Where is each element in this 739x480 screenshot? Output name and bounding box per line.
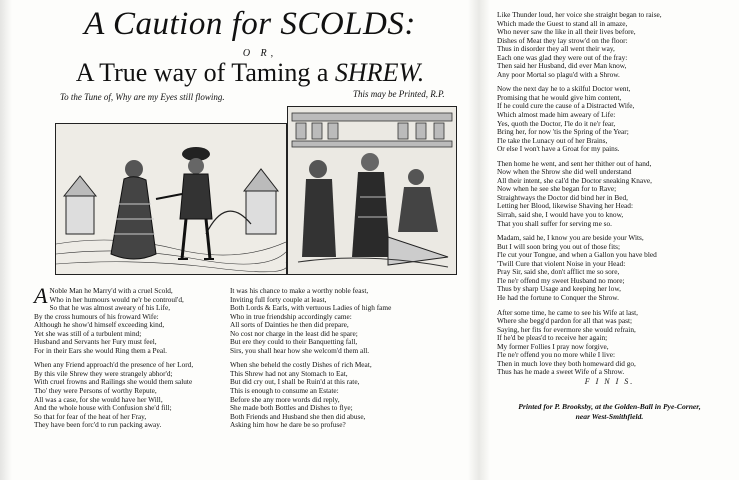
verse-line: This is enough to consume an Estate:	[230, 386, 339, 396]
verse-line: When she beheld the costly Dishes of rich Meat,	[230, 360, 372, 370]
verse-line: No cost nor charge in the least did he spare;	[230, 328, 358, 338]
stanza-8	[497, 234, 722, 302]
verse-line: Madam, said he, I know you are beside your Wits,	[497, 233, 644, 243]
verse-line: Both Friends and Husband she then did abuse,	[230, 411, 366, 421]
couple-woodcut	[55, 123, 287, 275]
verse-line: Who in her humours would ne'r be controul'd,	[49, 294, 184, 304]
finis: F I N I S.	[584, 376, 635, 386]
stanza-1	[34, 283, 224, 355]
verse-line: Noble Man he Marry'd with a cruel Scold,	[49, 286, 173, 295]
verse-line: 'Twill Cure that violent Noise in your Head:	[497, 258, 626, 268]
verse-line: Yes, quoth the Doctor, I'le do it ne'r fear,	[497, 118, 616, 128]
stanza-7	[497, 160, 722, 228]
verse-line: My former Follies I pray now forgive,	[497, 341, 609, 351]
verse-line: Pray Sir, said she, don't afflict me so sore,	[497, 267, 620, 277]
verse-line: Like Thunder loud, her voice she straight began to raise,	[497, 10, 662, 19]
stanza-9	[497, 309, 722, 377]
verse-line: They have been forc'd to run packing away.	[34, 420, 162, 430]
verse-line: Both Lords & Earls, with vertuous Ladies of high fame	[230, 303, 392, 313]
verse-line: When any Friend approach'd the presence of her Lord,	[34, 360, 194, 370]
verse-line: Although he show'd himself exceeding kind,	[34, 320, 165, 330]
verse-line: Any poor Mortal so plagu'd with a Shrow.	[497, 69, 620, 79]
imprint-line-2: near West-Smithfield.	[575, 412, 644, 421]
verse-line: Tho' they were Persons of worthy Repute,	[34, 386, 157, 396]
verse-line: It was his chance to make a worthy noble feast,	[230, 286, 369, 295]
verse-line: But I will soon bring you out of those fits;	[497, 241, 621, 251]
verse-line: But ere they could to their Banquetting fall,	[230, 337, 358, 347]
tune-line: To the Tune of, Why are my Eyes still flowing.	[60, 92, 225, 102]
verse-line: Which made the Guest to stand all in amaze,	[497, 18, 628, 28]
verse-line: By the cross humours of his froward Wife:	[34, 311, 159, 321]
verse-line: He had the fortune to Conquer the Shrow.	[497, 292, 619, 302]
title-or: O R,	[242, 48, 278, 59]
verse-line: Now when the Shrow she did well understand	[497, 167, 632, 177]
verse-line: Then said her Husband, did ever Man know,	[497, 61, 627, 71]
verse-line: I'le ne'r offend you no more while I live:	[497, 350, 615, 360]
imprint	[497, 402, 722, 422]
stanza-3	[230, 287, 460, 355]
page-fold	[468, 0, 490, 480]
verse-line: Or else I won't have a Groat for my pains.	[497, 144, 620, 154]
verse-line: Sirrah, said she, I would have you to know,	[497, 210, 624, 220]
verse-line: Straightways the Doctor did bind her in Bed,	[497, 192, 628, 202]
verse-line: So that he was almost aweary of his Life,	[49, 303, 171, 313]
verse-line: For in their Ears she would Ring them a Peal.	[34, 345, 167, 355]
verse-line: But did cry out, I shall be Ruin'd at this rate,	[230, 377, 360, 387]
verse-line: With cruel frowns and Railings she would them salute	[34, 377, 193, 387]
verse-line: This Shrew had not any Stomach to Eat,	[230, 368, 348, 378]
subtitle-text: A True way of Taming a	[75, 58, 335, 87]
verse-line: Asking him how he dare be so profuse?	[230, 420, 346, 430]
verse-line: And the whole house with Confusion she'd fill;	[34, 403, 172, 413]
verse-line: Letting her Blood, likewise Shaving her Head:	[497, 201, 633, 211]
main-title: A Caution for SCOLDS:	[84, 6, 416, 42]
ballad-column-2	[230, 287, 460, 436]
verse-line: Dishes of Meat they lay strow'd on the floor:	[497, 35, 628, 45]
verse-line: If he could cure the cause of a Distracted Wife,	[497, 101, 635, 111]
subtitle-italic: SHREW.	[334, 58, 425, 87]
verse-line: Who never saw the like in all their lives before,	[497, 27, 636, 37]
verse-line: Each one was glad they were out of the fray:	[497, 52, 628, 62]
page-edge-shadow	[0, 0, 12, 480]
doctor-woodcut-image	[288, 107, 456, 274]
verse-line: Which almost made him aweary of Life:	[497, 110, 616, 120]
verse-line: Thus by sharp Usage and keeping her low,	[497, 284, 621, 294]
stanza-4	[230, 361, 460, 429]
verse-line: If he'd be pleas'd to receive her again;	[497, 333, 608, 343]
ballad-column-1	[34, 283, 224, 436]
verse-line: Saying, her fits for evermore she would refrain,	[497, 324, 636, 334]
doctor-woodcut	[287, 106, 457, 275]
imprint-line-1: Printed for P. Brooksby, at the Golden-Ball in Pye-Corner,	[518, 402, 701, 411]
verse-line: After some time, he came to see his Wife at last,	[497, 307, 639, 317]
verse-line: Thus has he made a sweet Wife of a Shrow.	[497, 367, 625, 377]
verse-line: Thus in disorder they all went their way,	[497, 44, 615, 54]
verse-line: That you shall suffer for serving me so.	[497, 218, 612, 228]
subtitle	[40, 58, 460, 88]
verse-line: By this vile Shrew they were strangely abhor'd;	[34, 368, 173, 378]
drop-cap: A	[34, 283, 48, 308]
verse-line: Now the next day he to a skilful Doctor went,	[497, 84, 631, 94]
verse-line: Now when he see she began for to Rave;	[497, 184, 617, 194]
verse-line: So that for fear of the heat of her Fray,	[34, 411, 147, 421]
verse-line: I'le take the Lunacy out of her Brains,	[497, 135, 608, 145]
verse-line: I'le ne'r offend my sweet Husband no more;	[497, 275, 625, 285]
verse-line: Promising that he would give him content,	[497, 92, 622, 102]
stanza-2	[34, 361, 224, 429]
verse-line: All was a case, for she would have her Will,	[34, 394, 163, 404]
stanza-6	[497, 85, 722, 153]
verse-line: Husband and Servants her Fury must feel,	[34, 337, 157, 347]
verse-line: Who in true friendship accordingly came:	[230, 311, 352, 321]
verse-line: Then home he went, and sent her thither out of hand,	[497, 158, 652, 168]
verse-line: Inviting full forty couple at least,	[230, 294, 327, 304]
verse-line: I'le cut your Tongue, and when a Gallon you have bled	[497, 250, 657, 260]
stanza-5	[497, 11, 722, 79]
verse-line: Bring her, for now 'tis the Spring of the Year;	[497, 127, 629, 137]
verse-line: All sorts of Dainties he then did prepare,	[230, 320, 349, 330]
ballad-column-3	[497, 11, 722, 386]
verse-line: Where she begg'd pardon for all that was past;	[497, 316, 633, 326]
verse-line: She made both Bottles and Dishes to flye;	[230, 403, 353, 413]
verse-line: Then in much love they both homeward did go,	[497, 358, 636, 368]
verse-line: All their intent, she cal'd the Doctor sneaking Knave,	[497, 175, 652, 185]
verse-line: Before she any more words did reply,	[230, 394, 340, 404]
verse-line: Sirs, you shall hear how she welcom'd them all.	[230, 345, 370, 355]
couple-woodcut-image	[56, 124, 286, 274]
license-line: This may be Printed, R.P.	[353, 89, 445, 99]
verse-line: Yet she was still of a turbulent mind;	[34, 328, 142, 338]
